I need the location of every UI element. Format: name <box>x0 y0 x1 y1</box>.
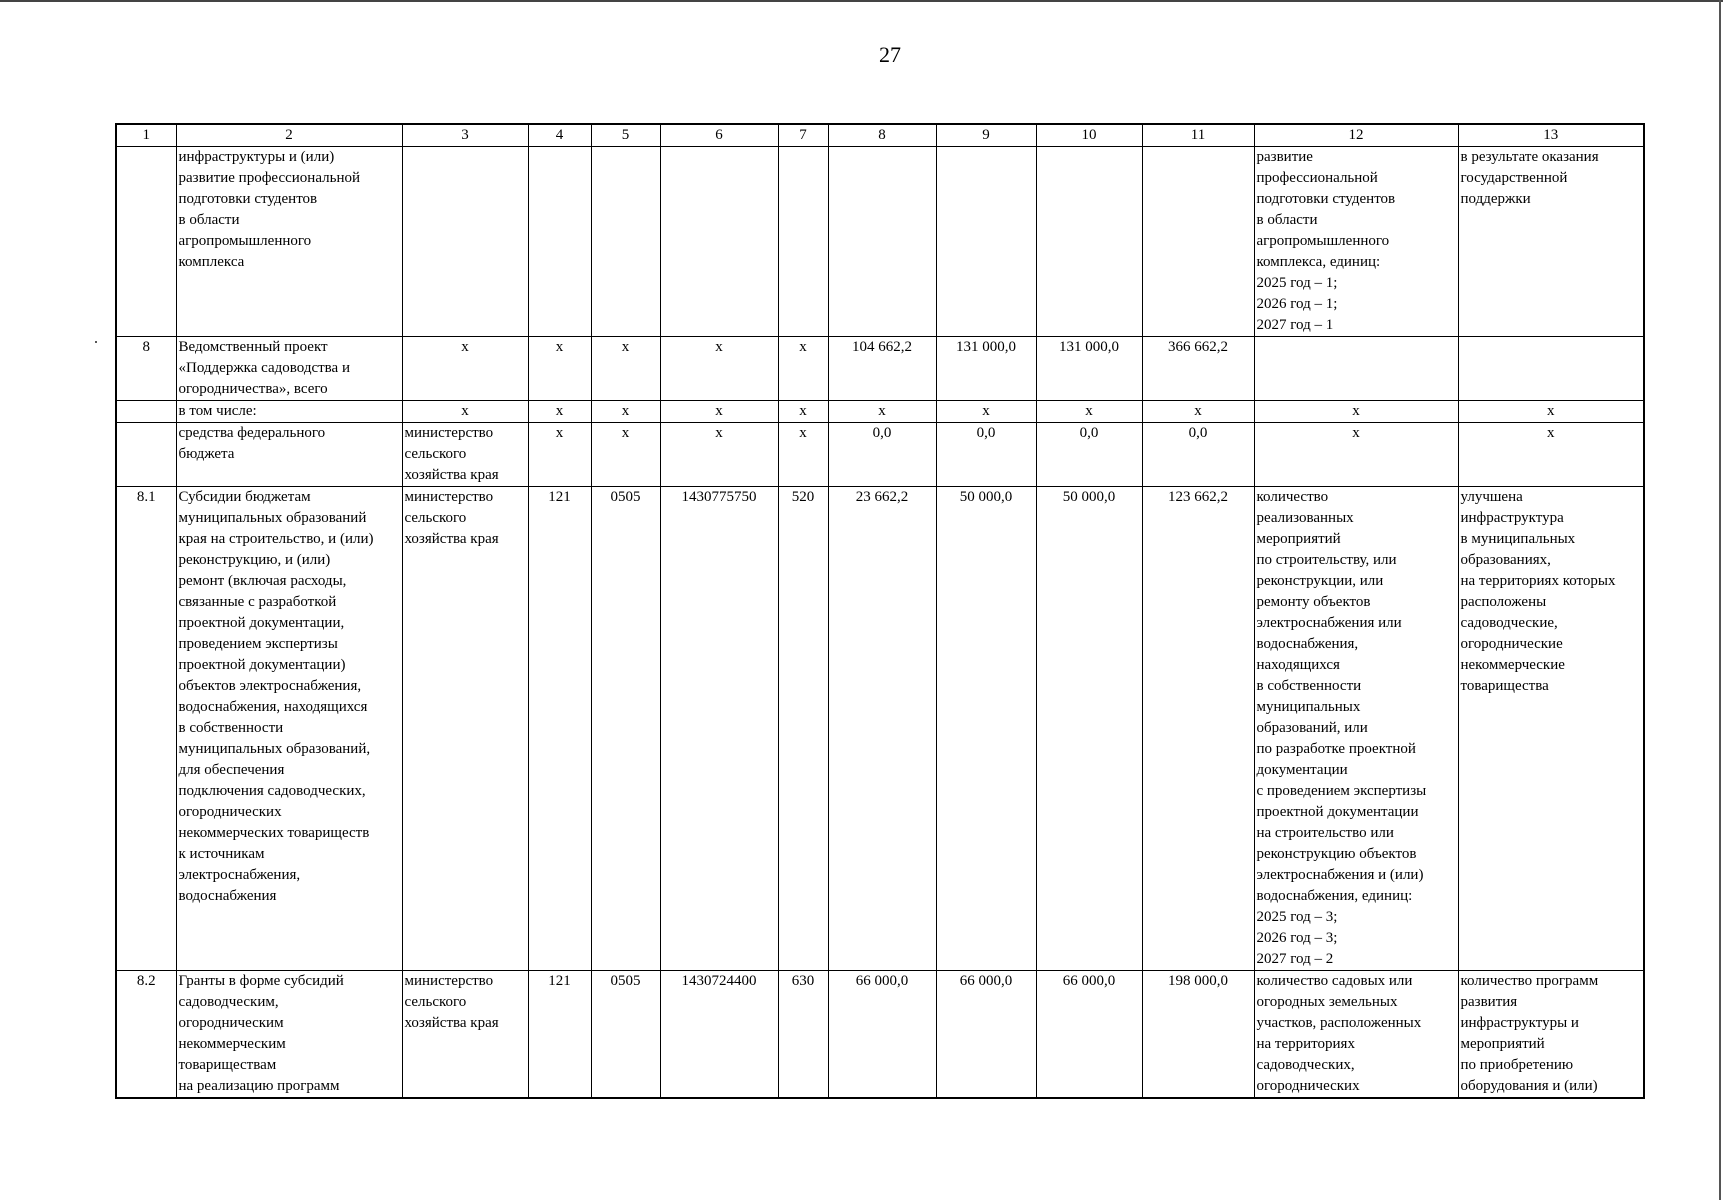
amount-cell: 66 000,0 <box>936 971 1036 1099</box>
row-number-cell: 8.1 <box>116 487 176 971</box>
row-number-cell <box>116 147 176 337</box>
amount-cell: 66 000,0 <box>1036 971 1142 1099</box>
responsible-cell: x <box>402 337 528 401</box>
amount-cell: 131 000,0 <box>936 337 1036 401</box>
code-cell: 520 <box>778 487 828 971</box>
amount-cell <box>1142 147 1254 337</box>
code-cell: x <box>528 423 591 487</box>
table-row <box>116 401 1644 423</box>
responsible-cell: x <box>402 401 528 423</box>
table-row <box>116 487 1644 971</box>
description-cell: Гранты в форме субсидий садоводческим, огородническим некоммерческим товариществам на реализацию программ <box>176 971 402 1099</box>
header-cell: 5 <box>591 124 660 147</box>
indicator-cell: количество садовых или огородных земельных участков, расположенных на территориях садоводческих, огороднических <box>1254 971 1458 1099</box>
header-cell: 12 <box>1254 124 1458 147</box>
code-cell: 630 <box>778 971 828 1099</box>
code-cell: x <box>591 401 660 423</box>
table-row <box>116 423 1644 487</box>
amount-cell: x <box>828 401 936 423</box>
indicator-cell <box>1254 337 1458 401</box>
code-cell: x <box>778 423 828 487</box>
page-number: 27 <box>879 42 901 67</box>
code-cell: x <box>660 423 778 487</box>
result-cell: x <box>1458 401 1644 423</box>
amount-cell <box>936 147 1036 337</box>
amount-cell: 50 000,0 <box>1036 487 1142 971</box>
description-cell: Ведомственный проект «Поддержка садоводства и огородничества», всего <box>176 337 402 401</box>
amount-cell: 131 000,0 <box>1036 337 1142 401</box>
code-cell: x <box>660 401 778 423</box>
header-cell: 8 <box>828 124 936 147</box>
header-cell: 10 <box>1036 124 1142 147</box>
amount-cell: 50 000,0 <box>936 487 1036 971</box>
result-cell: улучшена инфраструктура в муниципальных образованиях, на территориях которых расположены садоводческие, огороднические некоммерческие товарищества <box>1458 487 1644 971</box>
amount-cell <box>828 147 936 337</box>
row-number-cell: 8 <box>116 337 176 401</box>
code-cell: 121 <box>528 971 591 1099</box>
amount-cell: 198 000,0 <box>1142 971 1254 1099</box>
responsible-cell <box>402 147 528 337</box>
description-cell: Субсидии бюджетам муниципальных образований края на строительство, и (или) реконструкцию, и (или) ремонт (включая расходы, связанные с разработкой проектной документации, проведением экспертизы проектной документации) объектов электроснабжения, водоснабжения, находящихся в собственности муниципальных образований, для обеспечения подключения садоводческих, огороднических некоммерческих товариществ к источникам электроснабжения, водоснабжения <box>176 487 402 971</box>
description-cell: инфраструктуры и (или) развитие профессиональной подготовки студентов в области агропромышленного комплекса <box>176 147 402 337</box>
header-cell: 9 <box>936 124 1036 147</box>
amount-cell <box>1036 147 1142 337</box>
amount-cell: 0,0 <box>1036 423 1142 487</box>
code-cell: 0505 <box>591 487 660 971</box>
indicator-cell: x <box>1254 423 1458 487</box>
result-cell: количество программ развития инфраструктуры и мероприятий по приобретению оборудования и (или) <box>1458 971 1644 1099</box>
amount-cell: 23 662,2 <box>828 487 936 971</box>
code-cell: x <box>528 401 591 423</box>
row-number-cell: 8.2 <box>116 971 176 1099</box>
indicator-cell: развитие профессиональной подготовки студентов в области агропромышленного комплекса, единиц: 2025 год – 1; 2026 год – 1; 2027 год – 1 <box>1254 147 1458 337</box>
table-row <box>116 337 1644 401</box>
column-number-header <box>116 124 1644 147</box>
code-cell: x <box>528 337 591 401</box>
table-row <box>116 971 1644 1099</box>
amount-cell: 0,0 <box>1142 423 1254 487</box>
code-cell: 1430724400 <box>660 971 778 1099</box>
code-cell <box>528 147 591 337</box>
table-row <box>116 147 1644 337</box>
scan-edge-top <box>0 0 1723 2</box>
header-cell: 6 <box>660 124 778 147</box>
code-cell: x <box>778 401 828 423</box>
header-cell: 13 <box>1458 124 1644 147</box>
header-cell: 4 <box>528 124 591 147</box>
code-cell: x <box>778 337 828 401</box>
code-cell: x <box>591 337 660 401</box>
code-cell <box>778 147 828 337</box>
description-cell: средства федерального бюджета <box>176 423 402 487</box>
result-cell: в результате оказания государственной поддержки <box>1458 147 1644 337</box>
result-cell: x <box>1458 423 1644 487</box>
amount-cell: x <box>936 401 1036 423</box>
header-cell: 11 <box>1142 124 1254 147</box>
responsible-cell: министерство сельского хозяйства края <box>402 971 528 1099</box>
indicator-cell: x <box>1254 401 1458 423</box>
scan-edge-right <box>1719 0 1721 1200</box>
description-cell: в том числе: <box>176 401 402 423</box>
indicator-cell: количество реализованных мероприятий по строительству, или реконструкции, или ремонту объектов электроснабжения или водоснабжения, находящихся в собственности муниципальных образований, или по разработке проектной документации с проведением экспертизы проектной документации на строительство или реконструкцию объектов электроснабжения и (или) водоснабжения, единиц: 2025 год – 3; 2026 год – 3; 2027 год – 2 <box>1254 487 1458 971</box>
amount-cell: 0,0 <box>936 423 1036 487</box>
row-number-cell <box>116 423 176 487</box>
code-cell: x <box>591 423 660 487</box>
amount-cell: 66 000,0 <box>828 971 936 1099</box>
code-cell: 1430775750 <box>660 487 778 971</box>
code-cell: 121 <box>528 487 591 971</box>
amount-cell: 123 662,2 <box>1142 487 1254 971</box>
amount-cell: 366 662,2 <box>1142 337 1254 401</box>
result-cell <box>1458 337 1644 401</box>
code-cell <box>591 147 660 337</box>
responsible-cell: министерство сельского хозяйства края <box>402 423 528 487</box>
header-cell: 1 <box>116 124 176 147</box>
amount-cell: x <box>1142 401 1254 423</box>
header-cell: 3 <box>402 124 528 147</box>
amount-cell: 104 662,2 <box>828 337 936 401</box>
code-cell: 0505 <box>591 971 660 1099</box>
row-number-cell <box>116 401 176 423</box>
amount-cell: x <box>1036 401 1142 423</box>
header-cell: 2 <box>176 124 402 147</box>
stray-dot <box>95 341 97 343</box>
header-cell: 7 <box>778 124 828 147</box>
code-cell <box>660 147 778 337</box>
responsible-cell: министерство сельского хозяйства края <box>402 487 528 971</box>
amount-cell: 0,0 <box>828 423 936 487</box>
budget-table <box>115 123 1645 1099</box>
code-cell: x <box>660 337 778 401</box>
